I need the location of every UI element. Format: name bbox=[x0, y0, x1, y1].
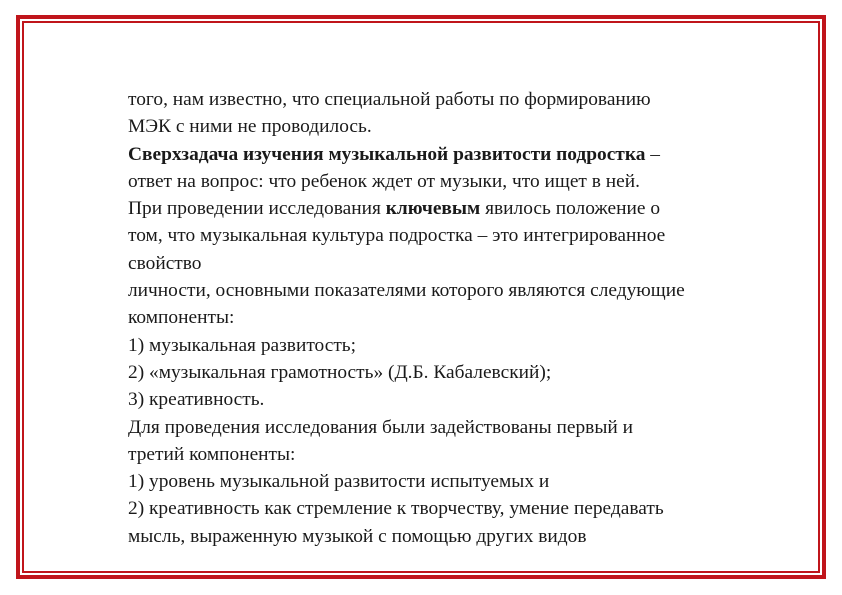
list-item: 2) «музыкальная грамотность» (Д.Б. Кабалевский); bbox=[128, 361, 552, 383]
text-line: Для проведения исследования были задействованы первый и bbox=[128, 416, 633, 438]
text-line: компоненты: bbox=[128, 307, 235, 329]
text-line: того, нам известно, что специальной работы по формированию bbox=[128, 89, 651, 110]
text-line: ответ на вопрос: что ребенок ждет от музыки, что ищет в ней. bbox=[128, 170, 640, 192]
text-line: мысль, выраженную музыкой с помощью других видов bbox=[128, 525, 587, 547]
text-line-superobjective bbox=[128, 141, 768, 168]
list-item: 2) креативность как стремление к творчеству, умение передавать bbox=[128, 498, 664, 520]
text-line: личности, основными показателями которого являются следующие bbox=[128, 280, 685, 302]
list-item: 1) музыкальная развитость; bbox=[128, 334, 357, 356]
list-item: 3) креативность. bbox=[128, 389, 265, 411]
text-fragment: явилось положение о bbox=[480, 198, 661, 220]
superobjective-term: Сверхзадача изучения музыкальной развитости подростка bbox=[128, 143, 646, 165]
slide-text-body bbox=[128, 86, 768, 550]
text-line: третий компоненты: bbox=[128, 443, 296, 465]
text-line: том, что музыкальная культура подростка – это интегрированное bbox=[128, 225, 666, 247]
text-fragment: При проведении исследования bbox=[128, 198, 386, 220]
key-term: ключевым bbox=[385, 198, 481, 220]
dash: – bbox=[645, 143, 660, 165]
text-line: МЭК с ними не проводилось. bbox=[128, 116, 372, 138]
text-line-key bbox=[128, 195, 768, 222]
text-line: свойство bbox=[128, 252, 202, 274]
list-item: 1) уровень музыкальной развитости испытуемых и bbox=[128, 471, 550, 493]
